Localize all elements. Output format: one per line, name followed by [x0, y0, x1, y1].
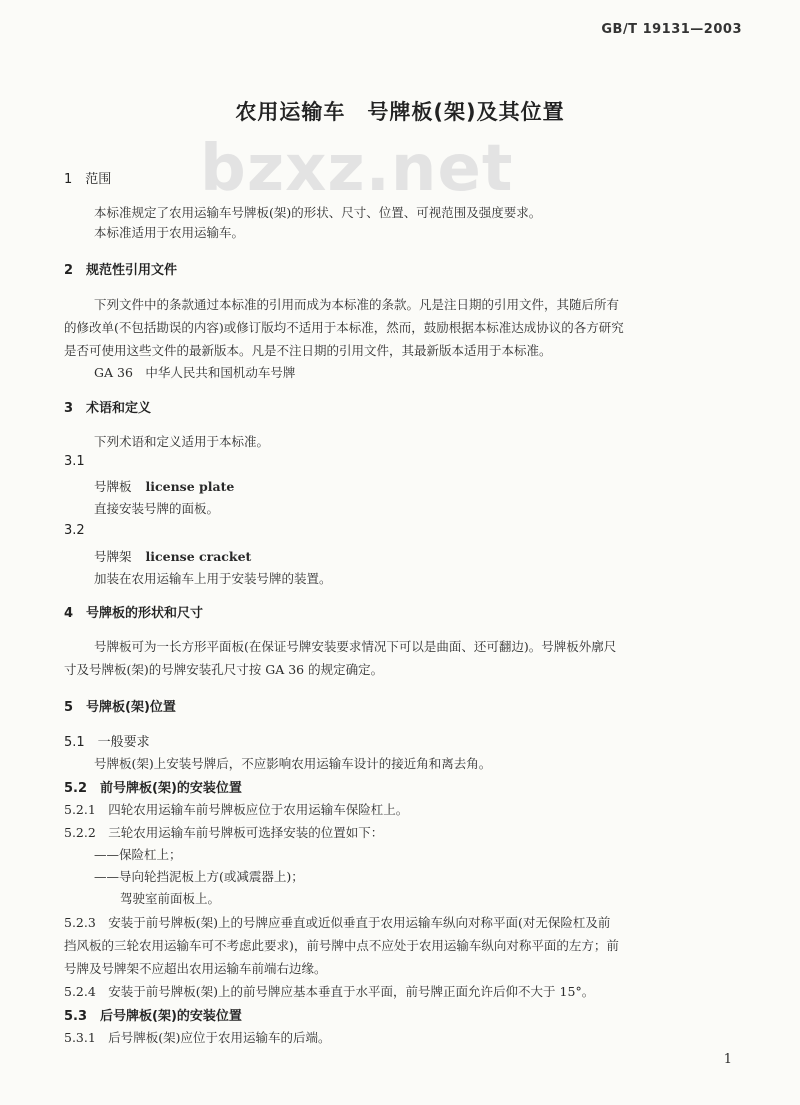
clause-5-3-1: 5.3.1 后号牌板(架)应位于农用运输车的后端。 — [64, 1030, 331, 1045]
section-5-3-heading: 5.3 后号牌板(架)的安装位置 — [64, 1009, 242, 1024]
section-2-heading: 2 规范性引用文件 — [64, 263, 178, 278]
section-2-line-1: 下列文件中的条款通过本标准的引用而成为本标准的条款。凡是注日期的引用文件，其随后所有 — [94, 297, 620, 312]
section-1-paragraph-2: 本标准适用于农用运输车。 — [94, 225, 245, 240]
term-3-2 — [94, 546, 251, 565]
term-3-1-definition: 直接安装号牌的面板。 — [94, 501, 220, 516]
section-3-heading: 3 术语和定义 — [64, 401, 152, 416]
clause-5-2-2-item-a: ——保险杠上； — [94, 847, 182, 862]
section-1-heading: 1 范围 — [64, 172, 112, 187]
clause-5-2-4: 5.2.4 安装于前号牌板(架)上的前号牌应基本垂直于水平面，前号牌正面允许后仰不大于 15°。 — [64, 984, 595, 999]
section-4-line-1: 号牌板可为一长方形平面板(在保证号牌安装要求情况下可以是曲面、还可翻边)。号牌板外廓尺 — [94, 639, 617, 654]
section-5-2-heading: 5.2 前号牌板(架)的安装位置 — [64, 781, 242, 796]
term-3-1-en: license plate — [145, 479, 235, 494]
section-2-reference: GA 36 中华人民共和国机动车号牌 — [94, 365, 296, 380]
section-3-intro: 下列术语和定义适用于本标准。 — [94, 434, 270, 449]
section-4-heading: 4 号牌板的形状和尺寸 — [64, 606, 204, 621]
section-5-1-text: 号牌板(架)上安装号牌后，不应影响农用运输车设计的接近角和离去角。 — [94, 756, 492, 771]
term-3-1-zh: 号牌板 — [94, 479, 132, 494]
page-number: 1 — [723, 1052, 732, 1067]
section-2-line-3: 是否可使用这些文件的最新版本。凡是不注日期的引用文件，其最新版本适用于本标准。 — [64, 343, 552, 358]
section-5-heading: 5 号牌板(架)位置 — [64, 700, 176, 715]
clause-5-2-2: 5.2.2 三轮农用运输车前号牌板可选择安装的位置如下： — [64, 825, 384, 840]
section-2-line-2: 的修改单(不包括勘误的内容)或修订版均不适用于本标准，然而，鼓励根据本标准达成协议的各方研究 — [64, 320, 624, 335]
clause-5-2-2-item-b: ——导向轮挡泥板上方(或减震器上)； — [94, 869, 304, 884]
clause-5-2-3-line-3: 号牌及号牌架不应超出农用运输车前端右边缘。 — [64, 961, 327, 976]
clause-5-2-3-line-1: 5.2.3 安装于前号牌板(架)上的号牌应垂直或近似垂直于农用运输车纵向对称平面(对无保险杠及前 — [64, 915, 611, 930]
term-3-2-zh: 号牌架 — [94, 549, 132, 564]
watermark: bzxz.net — [200, 132, 514, 206]
term-3-2-number: 3.2 — [64, 523, 85, 538]
section-1-paragraph-1: 本标准规定了农用运输车号牌板(架)的形状、尺寸、位置、可视范围及强度要求。 — [94, 205, 542, 220]
clause-5-2-1: 5.2.1 四轮农用运输车前号牌板应位于农用运输车保险杠上。 — [64, 802, 409, 817]
clause-5-2-3-line-2: 挡风板的三轮农用运输车可不考虑此要求)，前号牌中点不应处于农用运输车纵向对称平面的左方；前 — [64, 938, 619, 953]
term-3-2-definition: 加装在农用运输车上用于安装号牌的装置。 — [94, 571, 332, 586]
standard-code: GB/T 19131—2003 — [601, 22, 742, 37]
term-3-1-number: 3.1 — [64, 454, 85, 469]
term-3-1 — [94, 476, 234, 495]
section-4-line-2: 寸及号牌板(架)的号牌安装孔尺寸按 GA 36 的规定确定。 — [64, 662, 384, 677]
document-title: 农用运输车 号牌板(架)及其位置 — [235, 100, 565, 124]
section-5-1-heading: 5.1 一般要求 — [64, 735, 150, 750]
clause-5-2-2-item-c: 驾驶室前面板上。 — [120, 891, 221, 906]
term-3-2-en: license cracket — [145, 549, 252, 564]
